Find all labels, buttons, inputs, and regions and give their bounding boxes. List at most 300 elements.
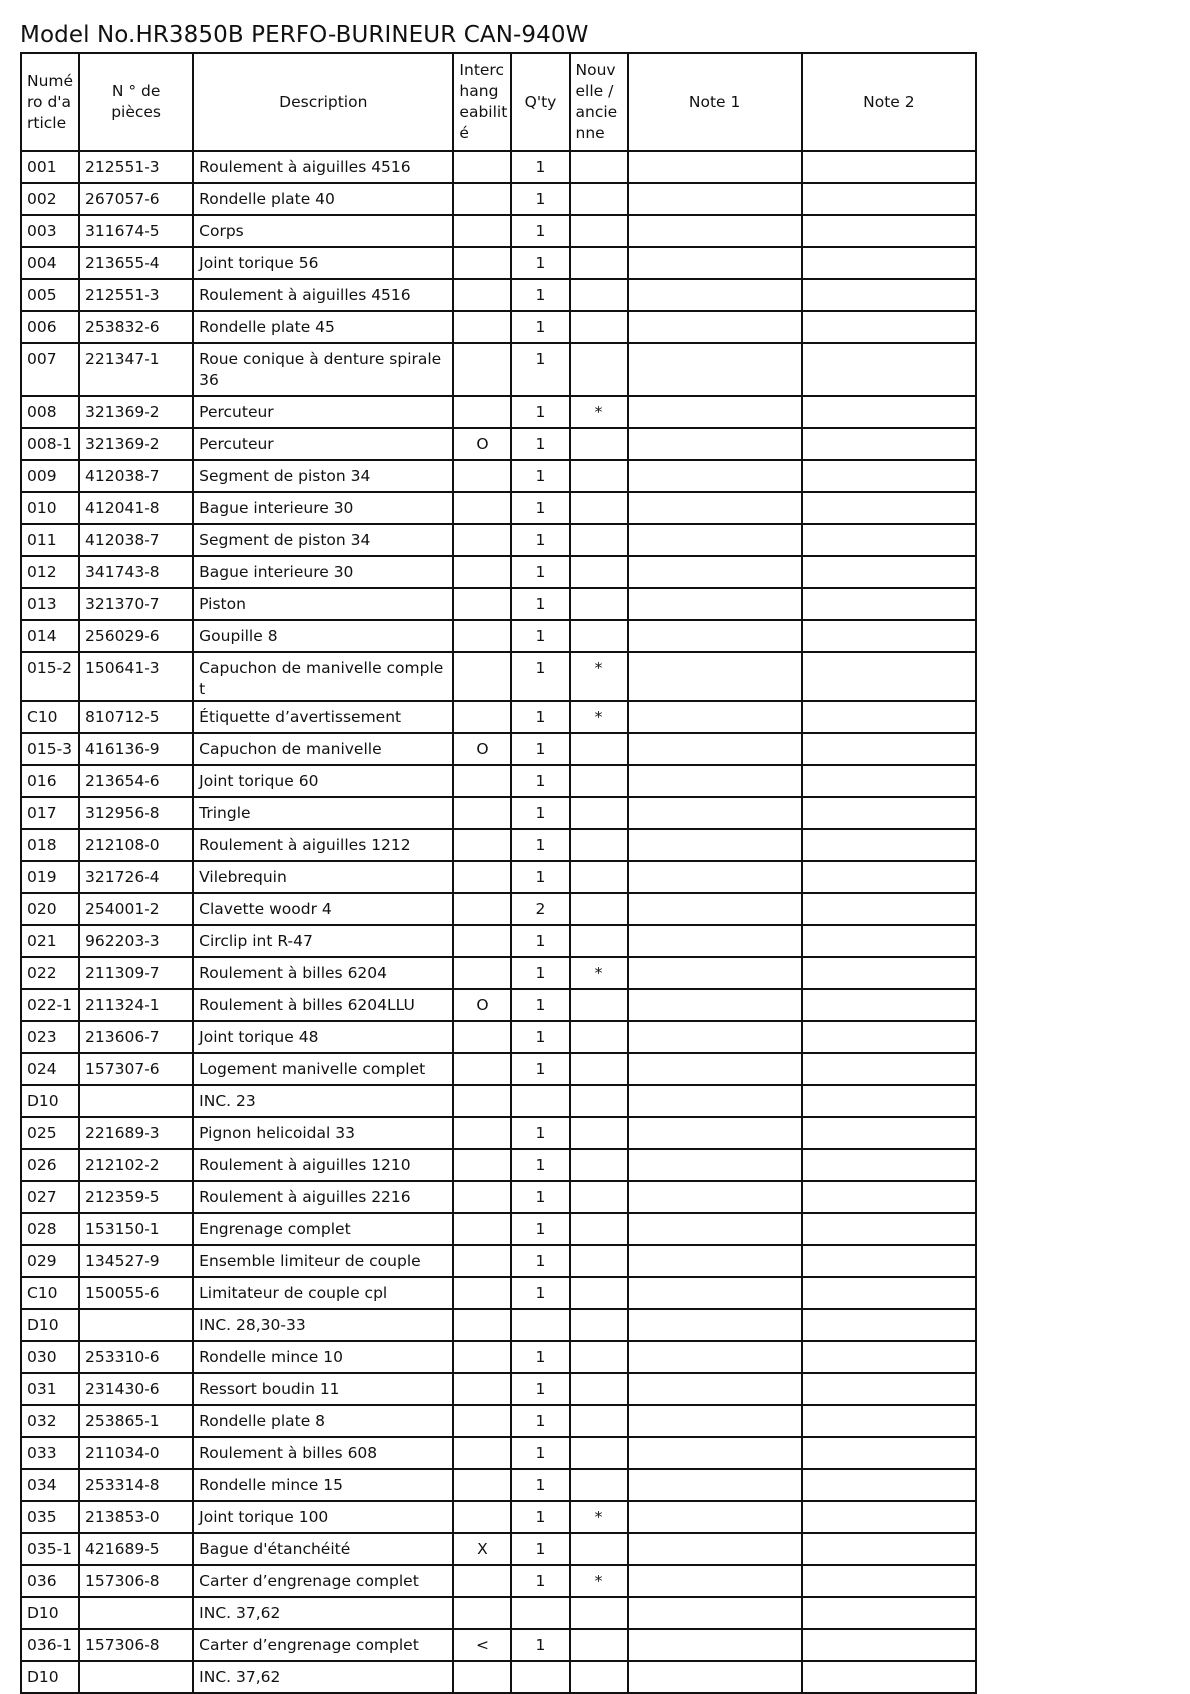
description-cell: Roulement à billes 608 [193, 1437, 453, 1469]
note-2-cell [802, 861, 976, 893]
quantity-cell: 1 [511, 1405, 569, 1437]
part-number-cell: 153150-1 [79, 1213, 193, 1245]
interchangeability-cell [453, 1501, 511, 1533]
note-1-cell [628, 183, 802, 215]
interchangeability-cell [453, 1053, 511, 1085]
table-row [21, 797, 976, 829]
description-cell: Piston [193, 588, 453, 620]
document-title: Model No.HR3850B PERFO-BURINEUR CAN-940W [20, 22, 589, 48]
quantity-cell: 1 [511, 215, 569, 247]
new-old-cell [570, 1469, 628, 1501]
part-number-cell: 254001-2 [79, 893, 193, 925]
note-2-cell [802, 1341, 976, 1373]
quantity-cell: 1 [511, 829, 569, 861]
note-1-cell [628, 492, 802, 524]
note-1-cell [628, 1373, 802, 1405]
quantity-cell: 1 [511, 957, 569, 989]
note-1-cell [628, 957, 802, 989]
new-old-cell [570, 1181, 628, 1213]
table-row [21, 1021, 976, 1053]
note-1-cell [628, 1597, 802, 1629]
interchangeability-cell [453, 765, 511, 797]
new-old-cell [570, 620, 628, 652]
new-old-cell [570, 1309, 628, 1341]
part-number-cell: 412038-7 [79, 524, 193, 556]
interchangeability-cell: O [453, 989, 511, 1021]
quantity-cell: 2 [511, 893, 569, 925]
part-number-cell: 157307-6 [79, 1053, 193, 1085]
table-row [21, 652, 976, 701]
note-1-cell [628, 1213, 802, 1245]
item-number-cell: 030 [21, 1341, 79, 1373]
interchangeability-cell: O [453, 428, 511, 460]
table-row [21, 151, 976, 183]
interchangeability-cell [453, 829, 511, 861]
description-cell: Roulement à aiguilles 4516 [193, 279, 453, 311]
interchangeability-cell [453, 861, 511, 893]
item-number-cell: 013 [21, 588, 79, 620]
new-old-cell [570, 829, 628, 861]
interchangeability-cell [453, 460, 511, 492]
note-2-cell [802, 1661, 976, 1693]
interchangeability-cell [453, 1405, 511, 1437]
note-1-cell [628, 701, 802, 733]
part-number-cell: 213654-6 [79, 765, 193, 797]
description-cell: Roue conique à denture spirale 36 [193, 343, 453, 396]
note-1-cell [628, 1309, 802, 1341]
quantity-cell: 1 [511, 311, 569, 343]
new-old-cell [570, 215, 628, 247]
interchangeability-cell [453, 620, 511, 652]
item-number-cell: 022 [21, 957, 79, 989]
header-quantity: Q'ty [511, 53, 569, 151]
table-row [21, 343, 976, 396]
table-row [21, 460, 976, 492]
quantity-cell: 1 [511, 183, 569, 215]
new-old-cell [570, 279, 628, 311]
note-2-cell [802, 765, 976, 797]
description-cell: Rondelle mince 10 [193, 1341, 453, 1373]
table-row [21, 1501, 976, 1533]
quantity-cell: 1 [511, 279, 569, 311]
table-row [21, 183, 976, 215]
description-cell: Joint torique 56 [193, 247, 453, 279]
quantity-cell: 1 [511, 247, 569, 279]
note-1-cell [628, 1181, 802, 1213]
note-1-cell [628, 1405, 802, 1437]
part-number-cell: 211324-1 [79, 989, 193, 1021]
quantity-cell [511, 1085, 569, 1117]
interchangeability-cell [453, 1373, 511, 1405]
description-cell: Bague interieure 30 [193, 556, 453, 588]
note-1-cell [628, 556, 802, 588]
interchangeability-cell [453, 1597, 511, 1629]
header-item-number: Numé ro d'a rticle [21, 53, 79, 151]
item-number-cell: 014 [21, 620, 79, 652]
part-number-cell [79, 1085, 193, 1117]
part-number-cell: 421689-5 [79, 1533, 193, 1565]
table-row [21, 492, 976, 524]
new-old-cell [570, 183, 628, 215]
item-number-cell: D10 [21, 1085, 79, 1117]
description-cell: Carter d’engrenage complet [193, 1629, 453, 1661]
new-old-cell [570, 460, 628, 492]
item-number-cell: 009 [21, 460, 79, 492]
table-row [21, 1053, 976, 1085]
description-cell: Rondelle plate 8 [193, 1405, 453, 1437]
new-old-cell [570, 797, 628, 829]
interchangeability-cell [453, 1565, 511, 1597]
note-1-cell [628, 1341, 802, 1373]
interchangeability-cell [453, 925, 511, 957]
quantity-cell: 1 [511, 428, 569, 460]
item-number-cell: 024 [21, 1053, 79, 1085]
part-number-cell: 416136-9 [79, 733, 193, 765]
interchangeability-cell [453, 556, 511, 588]
interchangeability-cell: O [453, 733, 511, 765]
item-number-cell: 011 [21, 524, 79, 556]
new-old-cell [570, 1437, 628, 1469]
item-number-cell: 019 [21, 861, 79, 893]
description-cell: Rondelle plate 45 [193, 311, 453, 343]
part-number-cell: 212551-3 [79, 151, 193, 183]
note-1-cell [628, 797, 802, 829]
note-1-cell [628, 215, 802, 247]
item-number-cell: 001 [21, 151, 79, 183]
note-2-cell [802, 215, 976, 247]
part-number-cell: 312956-8 [79, 797, 193, 829]
item-number-cell: 004 [21, 247, 79, 279]
description-cell: Ensemble limiteur de couple [193, 1245, 453, 1277]
note-2-cell [802, 1181, 976, 1213]
quantity-cell: 1 [511, 1629, 569, 1661]
quantity-cell: 1 [511, 652, 569, 701]
description-cell: Capuchon de manivelle [193, 733, 453, 765]
part-number-cell: 253865-1 [79, 1405, 193, 1437]
part-number-cell: 150641-3 [79, 652, 193, 701]
item-number-cell: D10 [21, 1661, 79, 1693]
table-header-row [21, 53, 976, 151]
note-1-cell [628, 1629, 802, 1661]
quantity-cell: 1 [511, 588, 569, 620]
new-old-cell [570, 1341, 628, 1373]
description-cell: Circlip int R-47 [193, 925, 453, 957]
note-1-cell [628, 460, 802, 492]
new-old-cell [570, 1021, 628, 1053]
item-number-cell: C10 [21, 1277, 79, 1309]
interchangeability-cell [453, 311, 511, 343]
table-row [21, 311, 976, 343]
table-row [21, 829, 976, 861]
new-old-cell: * [570, 957, 628, 989]
item-number-cell: 015-2 [21, 652, 79, 701]
note-2-cell [802, 797, 976, 829]
note-2-cell [802, 1437, 976, 1469]
interchangeability-cell [453, 524, 511, 556]
interchangeability-cell [453, 151, 511, 183]
new-old-cell [570, 524, 628, 556]
note-1-cell [628, 652, 802, 701]
header-note-2: Note 2 [802, 53, 976, 151]
table-row [21, 701, 976, 733]
quantity-cell: 1 [511, 1341, 569, 1373]
description-cell: Rondelle mince 15 [193, 1469, 453, 1501]
part-number-cell: 211309-7 [79, 957, 193, 989]
note-2-cell [802, 588, 976, 620]
quantity-cell: 1 [511, 1373, 569, 1405]
quantity-cell: 1 [511, 1437, 569, 1469]
part-number-cell: 253310-6 [79, 1341, 193, 1373]
note-2-cell [802, 620, 976, 652]
new-old-cell [570, 1661, 628, 1693]
new-old-cell: * [570, 396, 628, 428]
note-1-cell [628, 151, 802, 183]
new-old-cell [570, 1213, 628, 1245]
interchangeability-cell [453, 492, 511, 524]
new-old-cell [570, 925, 628, 957]
part-number-cell: 212551-3 [79, 279, 193, 311]
table-row [21, 1277, 976, 1309]
item-number-cell: 008-1 [21, 428, 79, 460]
item-number-cell: 008 [21, 396, 79, 428]
new-old-cell [570, 1533, 628, 1565]
item-number-cell: D10 [21, 1309, 79, 1341]
new-old-cell [570, 247, 628, 279]
interchangeability-cell [453, 183, 511, 215]
note-1-cell [628, 279, 802, 311]
note-2-cell [802, 1533, 976, 1565]
new-old-cell [570, 1245, 628, 1277]
description-cell: Bague d'étanchéité [193, 1533, 453, 1565]
item-number-cell: 007 [21, 343, 79, 396]
quantity-cell [511, 1661, 569, 1693]
note-2-cell [802, 1405, 976, 1437]
part-number-cell: 256029-6 [79, 620, 193, 652]
interchangeability-cell [453, 279, 511, 311]
note-2-cell [802, 460, 976, 492]
table-row [21, 1245, 976, 1277]
note-2-cell [802, 652, 976, 701]
item-number-cell: 016 [21, 765, 79, 797]
table-row [21, 1373, 976, 1405]
description-cell: Rondelle plate 40 [193, 183, 453, 215]
quantity-cell: 1 [511, 701, 569, 733]
note-1-cell [628, 620, 802, 652]
note-2-cell [802, 1053, 976, 1085]
new-old-cell: * [570, 652, 628, 701]
note-2-cell [802, 1629, 976, 1661]
note-2-cell [802, 1277, 976, 1309]
part-number-cell: 157306-8 [79, 1565, 193, 1597]
new-old-cell [570, 588, 628, 620]
note-1-cell [628, 588, 802, 620]
note-2-cell [802, 733, 976, 765]
note-1-cell [628, 1277, 802, 1309]
quantity-cell: 1 [511, 989, 569, 1021]
item-number-cell: 006 [21, 311, 79, 343]
note-1-cell [628, 1437, 802, 1469]
quantity-cell [511, 1597, 569, 1629]
part-number-cell: 221689-3 [79, 1117, 193, 1149]
quantity-cell: 1 [511, 1213, 569, 1245]
parts-table [20, 52, 977, 1694]
description-cell: Engrenage complet [193, 1213, 453, 1245]
description-cell: Tringle [193, 797, 453, 829]
item-number-cell: 036-1 [21, 1629, 79, 1661]
description-cell: Ressort boudin 11 [193, 1373, 453, 1405]
item-number-cell: 027 [21, 1181, 79, 1213]
part-number-cell: 321369-2 [79, 428, 193, 460]
note-1-cell [628, 524, 802, 556]
table-row [21, 1533, 976, 1565]
table-row [21, 524, 976, 556]
interchangeability-cell [453, 1021, 511, 1053]
interchangeability-cell [453, 1149, 511, 1181]
part-number-cell [79, 1309, 193, 1341]
interchangeability-cell [453, 1181, 511, 1213]
quantity-cell: 1 [511, 1533, 569, 1565]
new-old-cell [570, 989, 628, 1021]
description-cell: Logement manivelle complet [193, 1053, 453, 1085]
note-1-cell [628, 1565, 802, 1597]
part-number-cell: 321726-4 [79, 861, 193, 893]
new-old-cell: * [570, 1501, 628, 1533]
part-number-cell: 221347-1 [79, 343, 193, 396]
new-old-cell [570, 1373, 628, 1405]
interchangeability-cell [453, 396, 511, 428]
note-2-cell [802, 151, 976, 183]
interchangeability-cell [453, 588, 511, 620]
part-number-cell: 341743-8 [79, 556, 193, 588]
quantity-cell: 1 [511, 925, 569, 957]
interchangeability-cell [453, 1245, 511, 1277]
quantity-cell: 1 [511, 1053, 569, 1085]
note-2-cell [802, 893, 976, 925]
note-1-cell [628, 396, 802, 428]
description-cell: Roulement à billes 6204 [193, 957, 453, 989]
description-cell: Roulement à billes 6204LLU [193, 989, 453, 1021]
table-row [21, 1437, 976, 1469]
item-number-cell: 015-3 [21, 733, 79, 765]
note-1-cell [628, 428, 802, 460]
part-number-cell: 810712-5 [79, 701, 193, 733]
table-row [21, 1597, 976, 1629]
table-row [21, 1149, 976, 1181]
quantity-cell: 1 [511, 1277, 569, 1309]
note-1-cell [628, 1533, 802, 1565]
description-cell: Étiquette d’avertissement [193, 701, 453, 733]
interchangeability-cell [453, 1469, 511, 1501]
interchangeability-cell [453, 1341, 511, 1373]
quantity-cell: 1 [511, 861, 569, 893]
item-number-cell: 033 [21, 1437, 79, 1469]
description-cell: Clavette woodr 4 [193, 893, 453, 925]
table-row [21, 279, 976, 311]
part-number-cell: 212102-2 [79, 1149, 193, 1181]
interchangeability-cell [453, 1117, 511, 1149]
table-row [21, 620, 976, 652]
note-1-cell [628, 925, 802, 957]
part-number-cell: 253314-8 [79, 1469, 193, 1501]
part-number-cell: 253832-6 [79, 311, 193, 343]
note-1-cell [628, 343, 802, 396]
note-2-cell [802, 1373, 976, 1405]
new-old-cell [570, 343, 628, 396]
note-2-cell [802, 556, 976, 588]
description-cell: Segment de piston 34 [193, 460, 453, 492]
note-2-cell [802, 279, 976, 311]
new-old-cell [570, 556, 628, 588]
new-old-cell [570, 733, 628, 765]
item-number-cell: 005 [21, 279, 79, 311]
interchangeability-cell [453, 247, 511, 279]
part-number-cell: 321369-2 [79, 396, 193, 428]
item-number-cell: 002 [21, 183, 79, 215]
quantity-cell: 1 [511, 556, 569, 588]
description-cell: Roulement à aiguilles 2216 [193, 1181, 453, 1213]
new-old-cell [570, 861, 628, 893]
header-description: Description [193, 53, 453, 151]
interchangeability-cell [453, 1213, 511, 1245]
new-old-cell [570, 1149, 628, 1181]
part-number-cell: 412041-8 [79, 492, 193, 524]
note-2-cell [802, 311, 976, 343]
quantity-cell: 1 [511, 151, 569, 183]
table-row [21, 925, 976, 957]
note-2-cell [802, 1597, 976, 1629]
note-2-cell [802, 829, 976, 861]
quantity-cell [511, 1309, 569, 1341]
item-number-cell: 023 [21, 1021, 79, 1053]
new-old-cell [570, 1117, 628, 1149]
quantity-cell: 1 [511, 733, 569, 765]
table-row [21, 1629, 976, 1661]
quantity-cell: 1 [511, 1181, 569, 1213]
part-number-cell: 212359-5 [79, 1181, 193, 1213]
interchangeability-cell: X [453, 1533, 511, 1565]
item-number-cell: 003 [21, 215, 79, 247]
part-number-cell [79, 1597, 193, 1629]
new-old-cell [570, 151, 628, 183]
header-interchangeability: Interc hang eabilit é [453, 53, 511, 151]
item-number-cell: 035 [21, 1501, 79, 1533]
description-cell: Goupille 8 [193, 620, 453, 652]
new-old-cell [570, 1085, 628, 1117]
interchangeability-cell [453, 957, 511, 989]
note-2-cell [802, 1565, 976, 1597]
description-cell: INC. 37,62 [193, 1597, 453, 1629]
note-1-cell [628, 861, 802, 893]
part-number-cell: 211034-0 [79, 1437, 193, 1469]
quantity-cell: 1 [511, 1469, 569, 1501]
table-row [21, 1085, 976, 1117]
note-2-cell [802, 701, 976, 733]
part-number-cell: 150055-6 [79, 1277, 193, 1309]
note-2-cell [802, 1501, 976, 1533]
table-row [21, 1565, 976, 1597]
quantity-cell: 1 [511, 1501, 569, 1533]
description-cell: Roulement à aiguilles 4516 [193, 151, 453, 183]
part-number-cell: 412038-7 [79, 460, 193, 492]
table-row [21, 1181, 976, 1213]
item-number-cell: 017 [21, 797, 79, 829]
note-2-cell [802, 183, 976, 215]
quantity-cell: 1 [511, 1245, 569, 1277]
note-1-cell [628, 1117, 802, 1149]
interchangeability-cell [453, 1309, 511, 1341]
interchangeability-cell [453, 652, 511, 701]
quantity-cell: 1 [511, 1149, 569, 1181]
